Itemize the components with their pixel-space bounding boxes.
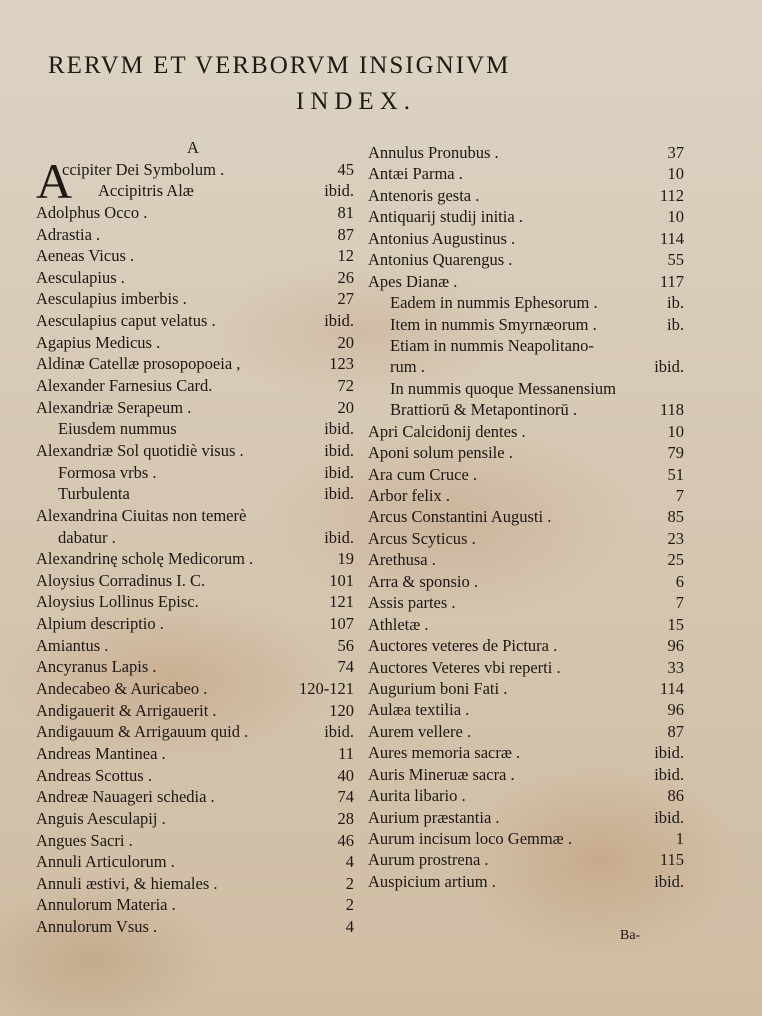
index-page-ref: 74 (337, 657, 354, 677)
index-term: rum . (390, 357, 425, 377)
index-term: Ara cum Cruce . (368, 464, 478, 484)
index-term: Aesculapius imberbis . (36, 289, 187, 309)
index-term: Arbor felix . (368, 486, 451, 505)
index-term: Aulæa textilia . (368, 700, 470, 720)
index-entry (36, 137, 354, 159)
index-entry (36, 527, 354, 549)
index-term: Arra & sponsio . (368, 571, 478, 591)
index-entry (368, 678, 684, 699)
index-page-ref: 112 (659, 185, 684, 205)
index-term: Apes Dianæ . (368, 271, 458, 291)
index-page-ref: ibid. (654, 764, 684, 784)
index-term: Aloysius Corradinus I. C. (36, 570, 206, 590)
index-page-ref: 11 (338, 743, 354, 763)
index-entry (368, 142, 684, 163)
index-page-ref: 79 (667, 443, 684, 463)
index-page-ref: 2 (345, 873, 354, 893)
index-page-ref: 15 (667, 614, 684, 634)
index-entry (36, 678, 354, 700)
index-term: Antiquarij studij initia . (368, 207, 523, 227)
index-entry (36, 830, 354, 852)
index-entry (368, 785, 684, 806)
index-term: Item in nummis Smyrnæorum . (390, 314, 597, 334)
index-page-ref: ibid. (654, 357, 684, 377)
index-term: Alexandriæ Serapeum . (36, 397, 192, 417)
index-entry (368, 699, 684, 720)
index-term: Antonius Quarengus . (368, 250, 513, 270)
index-entry (368, 163, 684, 184)
index-entry (36, 656, 354, 678)
index-entry (368, 206, 684, 227)
index-page-ref: ibid. (654, 807, 684, 827)
index-entry (368, 314, 684, 335)
index-page-ref: 120 (329, 700, 354, 720)
index-term: Adrastia . (36, 224, 101, 244)
index-page-ref: 72 (337, 376, 354, 396)
index-term: Etiam in nummis Neapolitano- (390, 335, 594, 355)
index-entry (36, 418, 354, 440)
index-entry (36, 765, 354, 787)
index-term: Annulorum Materia . (36, 895, 176, 915)
index-entry (36, 288, 354, 310)
index-page-ref: 4 (345, 852, 354, 872)
index-page-ref: 10 (667, 164, 684, 184)
index-term: Agapius Medicus . (36, 332, 161, 352)
index-term: Apri Calcidonij dentes . (368, 421, 526, 441)
index-term: Andigauerit & Arrigauerit . (36, 700, 217, 720)
index-page-ref: 118 (659, 400, 684, 420)
index-entry (368, 871, 684, 892)
index-page-ref: ib. (667, 314, 684, 334)
index-entry (368, 356, 684, 377)
index-term: Andreas Mantinea . (36, 743, 166, 763)
index-term: Arethusa . (368, 550, 436, 570)
index-page-ref: 12 (337, 246, 354, 266)
index-entry (368, 421, 684, 442)
index-term: Aurita libario . (368, 786, 466, 806)
index-term: Andigauum & Arrigauum quid . (36, 722, 249, 742)
index-page-ref: 20 (337, 332, 354, 352)
index-page-ref: ibid. (324, 527, 354, 547)
index-entry (36, 808, 354, 830)
index-page-ref: 1 (675, 829, 684, 848)
index-entry (36, 613, 354, 635)
index-entry (36, 202, 354, 224)
index-term: Alexandrina Ciuitas non temerè (36, 505, 247, 525)
index-entry (36, 743, 354, 765)
index-term: Annulus Pronubus . (368, 143, 499, 162)
index-term: Andreæ Nauageri schedia . (36, 787, 215, 807)
index-term: Amiantus . (36, 635, 109, 655)
index-page-ref: 87 (667, 721, 684, 741)
index-entry (368, 335, 684, 356)
index-page-ref: 74 (337, 787, 354, 807)
index-page-ref: 96 (667, 636, 684, 656)
index-term: Alexander Farnesius Card. (36, 376, 213, 396)
index-entry (368, 485, 684, 506)
index-term: Eadem in nummis Ephesorum . (390, 293, 598, 313)
index-page-ref: ibid. (324, 181, 354, 201)
index-term: Turbulenta (58, 484, 130, 504)
index-term: Alexandriæ Sol quotidiè visus . (36, 440, 244, 460)
index-term: Antæi Parma . (368, 164, 463, 184)
index-entry (36, 159, 354, 181)
index-entry (368, 807, 684, 828)
index-entry (36, 548, 354, 570)
index-entry (36, 916, 354, 938)
index-term: Annuli Articulorum . (36, 852, 175, 872)
index-entry (368, 292, 684, 313)
index-page-ref: ib. (667, 293, 684, 313)
index-term: Aloysius Lollinus Episc. (36, 592, 199, 612)
index-column-right (368, 142, 684, 892)
index-term: Annulorum Vsus . (36, 917, 158, 937)
index-entry (368, 464, 684, 485)
index-entry (36, 873, 354, 895)
index-entry (36, 505, 354, 527)
index-page-ref: 28 (337, 808, 354, 828)
index-page-ref: 85 (667, 507, 684, 527)
index-page-ref: 107 (329, 614, 354, 634)
index-entry (368, 635, 684, 656)
index-entry (368, 592, 684, 613)
index-term: Aurum prostrena . (368, 850, 489, 870)
index-entry (36, 224, 354, 246)
index-entry (36, 570, 354, 592)
index-page-ref: 37 (667, 143, 684, 162)
index-entry (36, 332, 354, 354)
index-term: Arcus Scyticus . (368, 528, 476, 548)
index-page-ref: 114 (659, 678, 684, 698)
index-page-ref: 117 (659, 271, 684, 291)
index-page-ref: 4 (345, 917, 354, 937)
index-entry (36, 267, 354, 289)
index-entry (368, 849, 684, 870)
index-term: Ancyranus Lapis . (36, 657, 157, 677)
index-entry (368, 506, 684, 527)
index-term: Eiusdem nummus (58, 419, 177, 439)
index-page-ref: ibid. (324, 419, 354, 439)
index-page-ref: 10 (667, 207, 684, 227)
index-entry (36, 397, 354, 419)
index-page-ref: 96 (667, 700, 684, 720)
index-page-ref: 81 (337, 202, 354, 222)
index-entry (368, 657, 684, 678)
index-term: Alexandrinę scholę Medicorum . (36, 549, 254, 569)
index-page-ref: 55 (667, 250, 684, 270)
index-term: Aesculapius . (36, 267, 125, 287)
index-term: Accipitris Alæ (98, 181, 194, 201)
index-term: Andecabeo & Auricabeo . (36, 679, 208, 699)
index-entry (368, 271, 684, 292)
index-term: Aurium præstantia . (368, 807, 500, 827)
index-term: Auspicium artium . (368, 871, 496, 891)
index-page-ref: 33 (667, 657, 684, 677)
index-page-ref: 56 (337, 635, 354, 655)
index-column-left (36, 137, 354, 938)
index-page-ref: 40 (337, 765, 354, 785)
index-entry (36, 245, 354, 267)
index-page-ref: 7 (675, 486, 684, 505)
index-entry (368, 228, 684, 249)
index-page-ref: 101 (329, 570, 354, 590)
index-term: Aurum incisum loco Gemmæ . (368, 829, 572, 848)
index-page-ref: 120-121 (299, 679, 354, 699)
index-term: Athletæ . (368, 614, 429, 634)
index-term: Alpium descriptio . (36, 614, 164, 634)
index-page-ref: ibid. (324, 722, 354, 742)
index-entry (36, 635, 354, 657)
index-page-ref: 6 (675, 571, 684, 591)
index-entry (368, 442, 684, 463)
index-page-ref: 19 (337, 549, 354, 569)
index-entry (36, 851, 354, 873)
index-page-ref: 26 (337, 267, 354, 287)
index-entry (368, 378, 684, 399)
index-page-ref: ibid. (654, 743, 684, 763)
index-page-ref: ibid. (324, 484, 354, 504)
index-term: Andreas Scottus . (36, 765, 152, 785)
index-page-ref: 25 (667, 550, 684, 570)
index-entry (368, 571, 684, 592)
index-entry (368, 764, 684, 785)
index-term: Angues Sacri . (36, 830, 133, 850)
index-entry (36, 721, 354, 743)
index-term: Aldinæ Catellæ prosopopoeia , (36, 354, 241, 374)
index-term: Antonius Augustinus . (368, 228, 516, 248)
index-term: Formosa vrbs . (58, 462, 157, 482)
running-head: RERVM ET VERBORVM INSIGNIVM (48, 52, 511, 79)
index-page-ref: 23 (667, 528, 684, 548)
index-term: Anguis Aesculapij . (36, 808, 166, 828)
index-entry (36, 353, 354, 375)
index-page-ref: ibid. (324, 462, 354, 482)
index-term: Aesculapius caput velatus . (36, 311, 216, 331)
index-term: Auctores veteres de Pictura . (368, 636, 558, 656)
index-entry (36, 375, 354, 397)
index-term: ccipiter Dei Symbolum . (62, 159, 225, 179)
index-term: Aponi solum pensile . (368, 443, 513, 463)
index-entry (368, 721, 684, 742)
index-page-ref: 2 (345, 895, 354, 915)
index-entry (368, 549, 684, 570)
index-page-ref: 115 (659, 850, 684, 870)
catchword: Ba- (620, 928, 641, 943)
index-page-ref: 51 (667, 464, 684, 484)
index-entry (36, 483, 354, 505)
index-title: INDEX. (296, 88, 417, 115)
index-page-ref: 27 (337, 289, 354, 309)
index-entry (368, 249, 684, 270)
index-page-ref: 20 (337, 397, 354, 417)
index-page-ref: 121 (329, 592, 354, 612)
index-entry (36, 894, 354, 916)
index-term: Antenoris gesta . (368, 185, 480, 205)
index-entry (36, 310, 354, 332)
index-page-ref: 10 (667, 421, 684, 441)
drop-initial: A (36, 153, 73, 209)
index-term: A (187, 138, 199, 157)
index-entry (368, 614, 684, 635)
index-entry (36, 700, 354, 722)
index-entry (368, 528, 684, 549)
index-entry (36, 462, 354, 484)
index-entry (36, 180, 354, 202)
index-term: Aurem vellere . (368, 721, 472, 741)
index-term: Aeneas Vicus . (36, 246, 135, 266)
index-entry (368, 742, 684, 763)
index-term: Auris Mineruæ sacra . (368, 764, 515, 784)
index-entry (36, 786, 354, 808)
index-page-ref: 46 (337, 830, 354, 850)
index-entry (368, 399, 684, 420)
index-term: Brattiorū & Metapontinorū . (390, 400, 577, 420)
index-term: Assis partes . (368, 593, 456, 613)
index-term: Augurium boni Fati . (368, 678, 508, 698)
index-term: Annuli æstivi, & hiemales . (36, 873, 218, 893)
index-page-ref: ibid. (324, 311, 354, 331)
index-term: Auctores Veteres vbi reperti . (368, 657, 561, 677)
index-page-ref: 123 (329, 354, 354, 374)
index-term: dabatur . (58, 527, 116, 547)
index-term: Aures memoria sacræ . (368, 743, 521, 763)
index-term: Arcus Constantini Augusti . (368, 507, 552, 527)
index-entry (368, 828, 684, 849)
index-term: In nummis quoque Messanensium (390, 378, 616, 398)
index-entry (36, 440, 354, 462)
index-page-ref: 45 (337, 159, 354, 179)
index-page-ref: ibid. (654, 871, 684, 891)
index-entry (36, 591, 354, 613)
index-page-ref: 7 (675, 593, 684, 613)
index-page-ref: 87 (337, 224, 354, 244)
index-page-ref: ibid. (324, 440, 354, 460)
index-term: Adolphus Occo . (36, 202, 148, 222)
index-entry (368, 185, 684, 206)
index-page-ref: 114 (659, 228, 684, 248)
index-page-ref: 86 (667, 786, 684, 806)
